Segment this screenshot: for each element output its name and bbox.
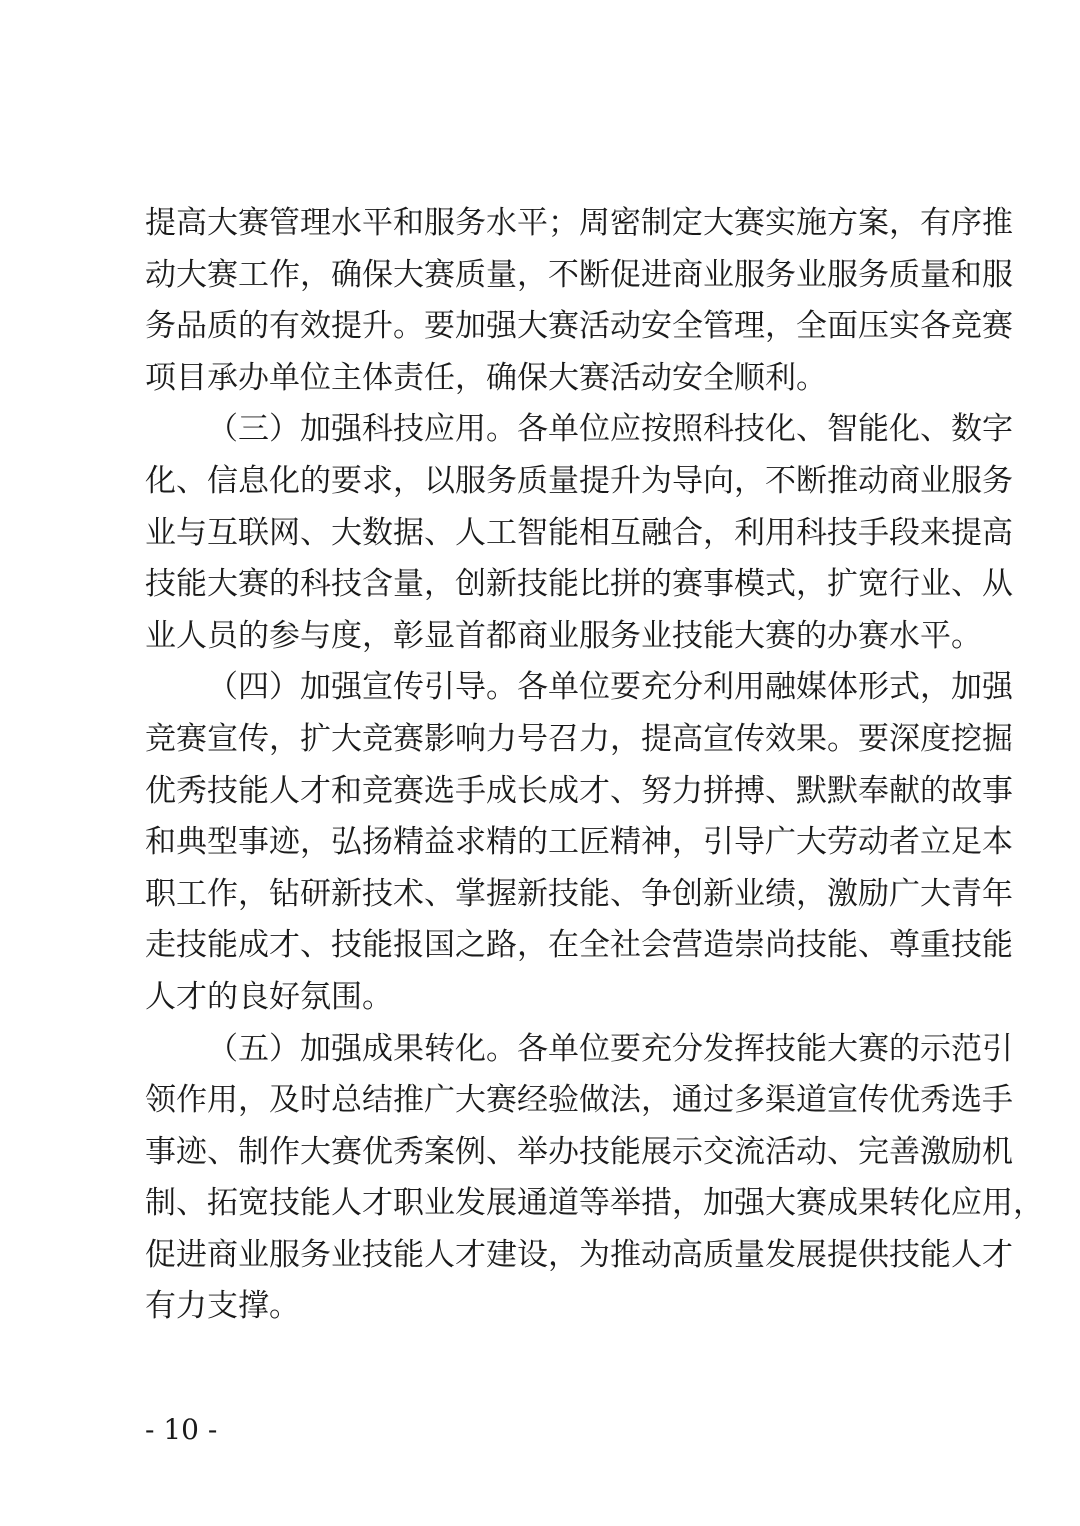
text-line: 技能大赛的科技含量，创新技能比拼的赛事模式，扩宽行业、从 (145, 566, 1013, 603)
text-line: 职工作，钻研新技术、掌握新技能、争创新业绩，激励广大青年 (145, 875, 1013, 912)
text-line: 化、信息化的要求，以服务质量提升为导向，不断推动商业服务 (145, 462, 1013, 499)
text-line: （三）加强科技应用。各单位应按照科技化、智能化、数字 (207, 411, 1013, 448)
text-line: 领作用，及时总结推广大赛经验做法，通过多渠道宣传优秀选手 (145, 1082, 1013, 1119)
text-line: 项目承办单位主体责任，确保大赛活动安全顺利。 (145, 359, 827, 396)
text-line: 务品质的有效提升。要加强大赛活动安全管理，全面压实各竞赛 (145, 308, 1013, 345)
text-line: （五）加强成果转化。各单位要充分发挥技能大赛的示范引 (207, 1030, 1013, 1067)
paragraph-1 (145, 198, 1013, 404)
paragraph-3 (145, 662, 1013, 1023)
paragraph-4 (145, 1024, 1044, 1334)
text-line: 优秀技能人才和竞赛选手成长成才、努力拼搏、默默奉献的故事 (145, 772, 1013, 809)
document-body (145, 198, 1044, 1333)
text-line: 和典型事迹，弘扬精益求精的工匠精神，引导广大劳动者立足本 (145, 824, 1013, 861)
text-line: 动大赛工作，确保大赛质量，不断促进商业服务业服务质量和服 (145, 256, 1013, 293)
text-line: 人才的良好氛围。 (145, 978, 393, 1015)
page-number: - 10 - (145, 1413, 218, 1446)
text-line: 促进商业服务业技能人才建设，为推动高质量发展提供技能人才 (145, 1236, 1013, 1273)
text-line: 业与互联网、大数据、人工智能相互融合，利用科技手段来提高 (145, 514, 1013, 551)
text-line: 业人员的参与度，彰显首都商业服务业技能大赛的办赛水平。 (145, 617, 982, 654)
text-line: 有力支撑。 (145, 1288, 300, 1325)
text-line: 制、拓宽技能人才职业发展通道等举措，加强大赛成果转化应用， (145, 1185, 1044, 1222)
text-line: 提高大赛管理水平和服务水平；周密制定大赛实施方案，有序推 (145, 205, 1013, 241)
text-line: 竞赛宣传，扩大竞赛影响力号召力，提高宣传效果。要深度挖掘 (145, 720, 1013, 757)
paragraph-2 (145, 404, 1013, 662)
text-line: （四）加强宣传引导。各单位要充分利用融媒体形式，加强 (207, 669, 1013, 706)
text-line: 走技能成才、技能报国之路，在全社会营造崇尚技能、尊重技能 (145, 927, 1013, 964)
text-line: 事迹、制作大赛优秀案例、举办技能展示交流活动、完善激励机 (145, 1133, 1013, 1170)
